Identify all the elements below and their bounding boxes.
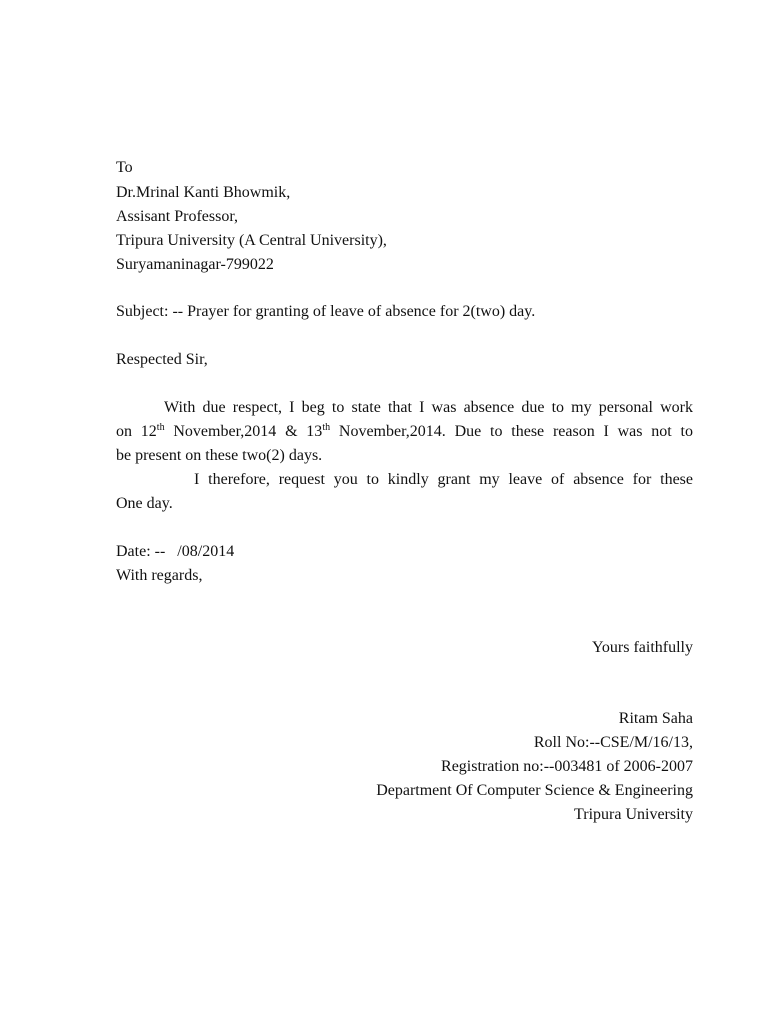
date-text-2: November,2014 & 13 [164, 423, 323, 440]
body-paragraph-2-line-1: I therefore, request you to kindly grant my leave of absence for these [194, 471, 693, 488]
closing-line: Yours faithfully [591, 639, 693, 656]
body-paragraph-1-line-1: With due respect, I beg to state that I was absence due to my personal work [164, 399, 693, 416]
signature-university: Tripura University [574, 806, 693, 823]
recipient-institution: Tripura University (A Central University), [116, 232, 387, 249]
date-text-1: on 12 [116, 423, 157, 440]
signature-registration: Registration no:--003481 of 2006-2007 [441, 758, 693, 775]
date-line: Date: -- /08/2014 [116, 543, 235, 560]
regards-line: With regards, [116, 567, 203, 584]
body-paragraph-2-line-2: One day. [116, 495, 173, 512]
recipient-address: Suryamaninagar-799022 [116, 256, 274, 273]
date-text-3: November,2014. Due to these reason I was not to [330, 423, 693, 440]
ordinal-suffix-2: th [322, 422, 331, 433]
body-paragraph-1-line-3: be present on these two(2) days. [116, 447, 323, 464]
to-label: To [116, 159, 133, 176]
recipient-designation: Assisant Professor, [116, 208, 239, 225]
subject-line: Subject: -- Prayer for granting of leave of absence for 2(two) day. [116, 303, 536, 320]
body-paragraph-1-line-2 [116, 420, 693, 444]
signature-roll: Roll No:--CSE/M/16/13, [533, 734, 693, 751]
recipient-name: Dr.Mrinal Kanti Bhowmik, [116, 184, 291, 201]
signature-name: Ritam Saha [618, 710, 693, 727]
ordinal-suffix-1: th [156, 422, 165, 433]
salutation: Respected Sir, [116, 351, 208, 368]
signature-department: Department Of Computer Science & Engineering [376, 782, 693, 799]
